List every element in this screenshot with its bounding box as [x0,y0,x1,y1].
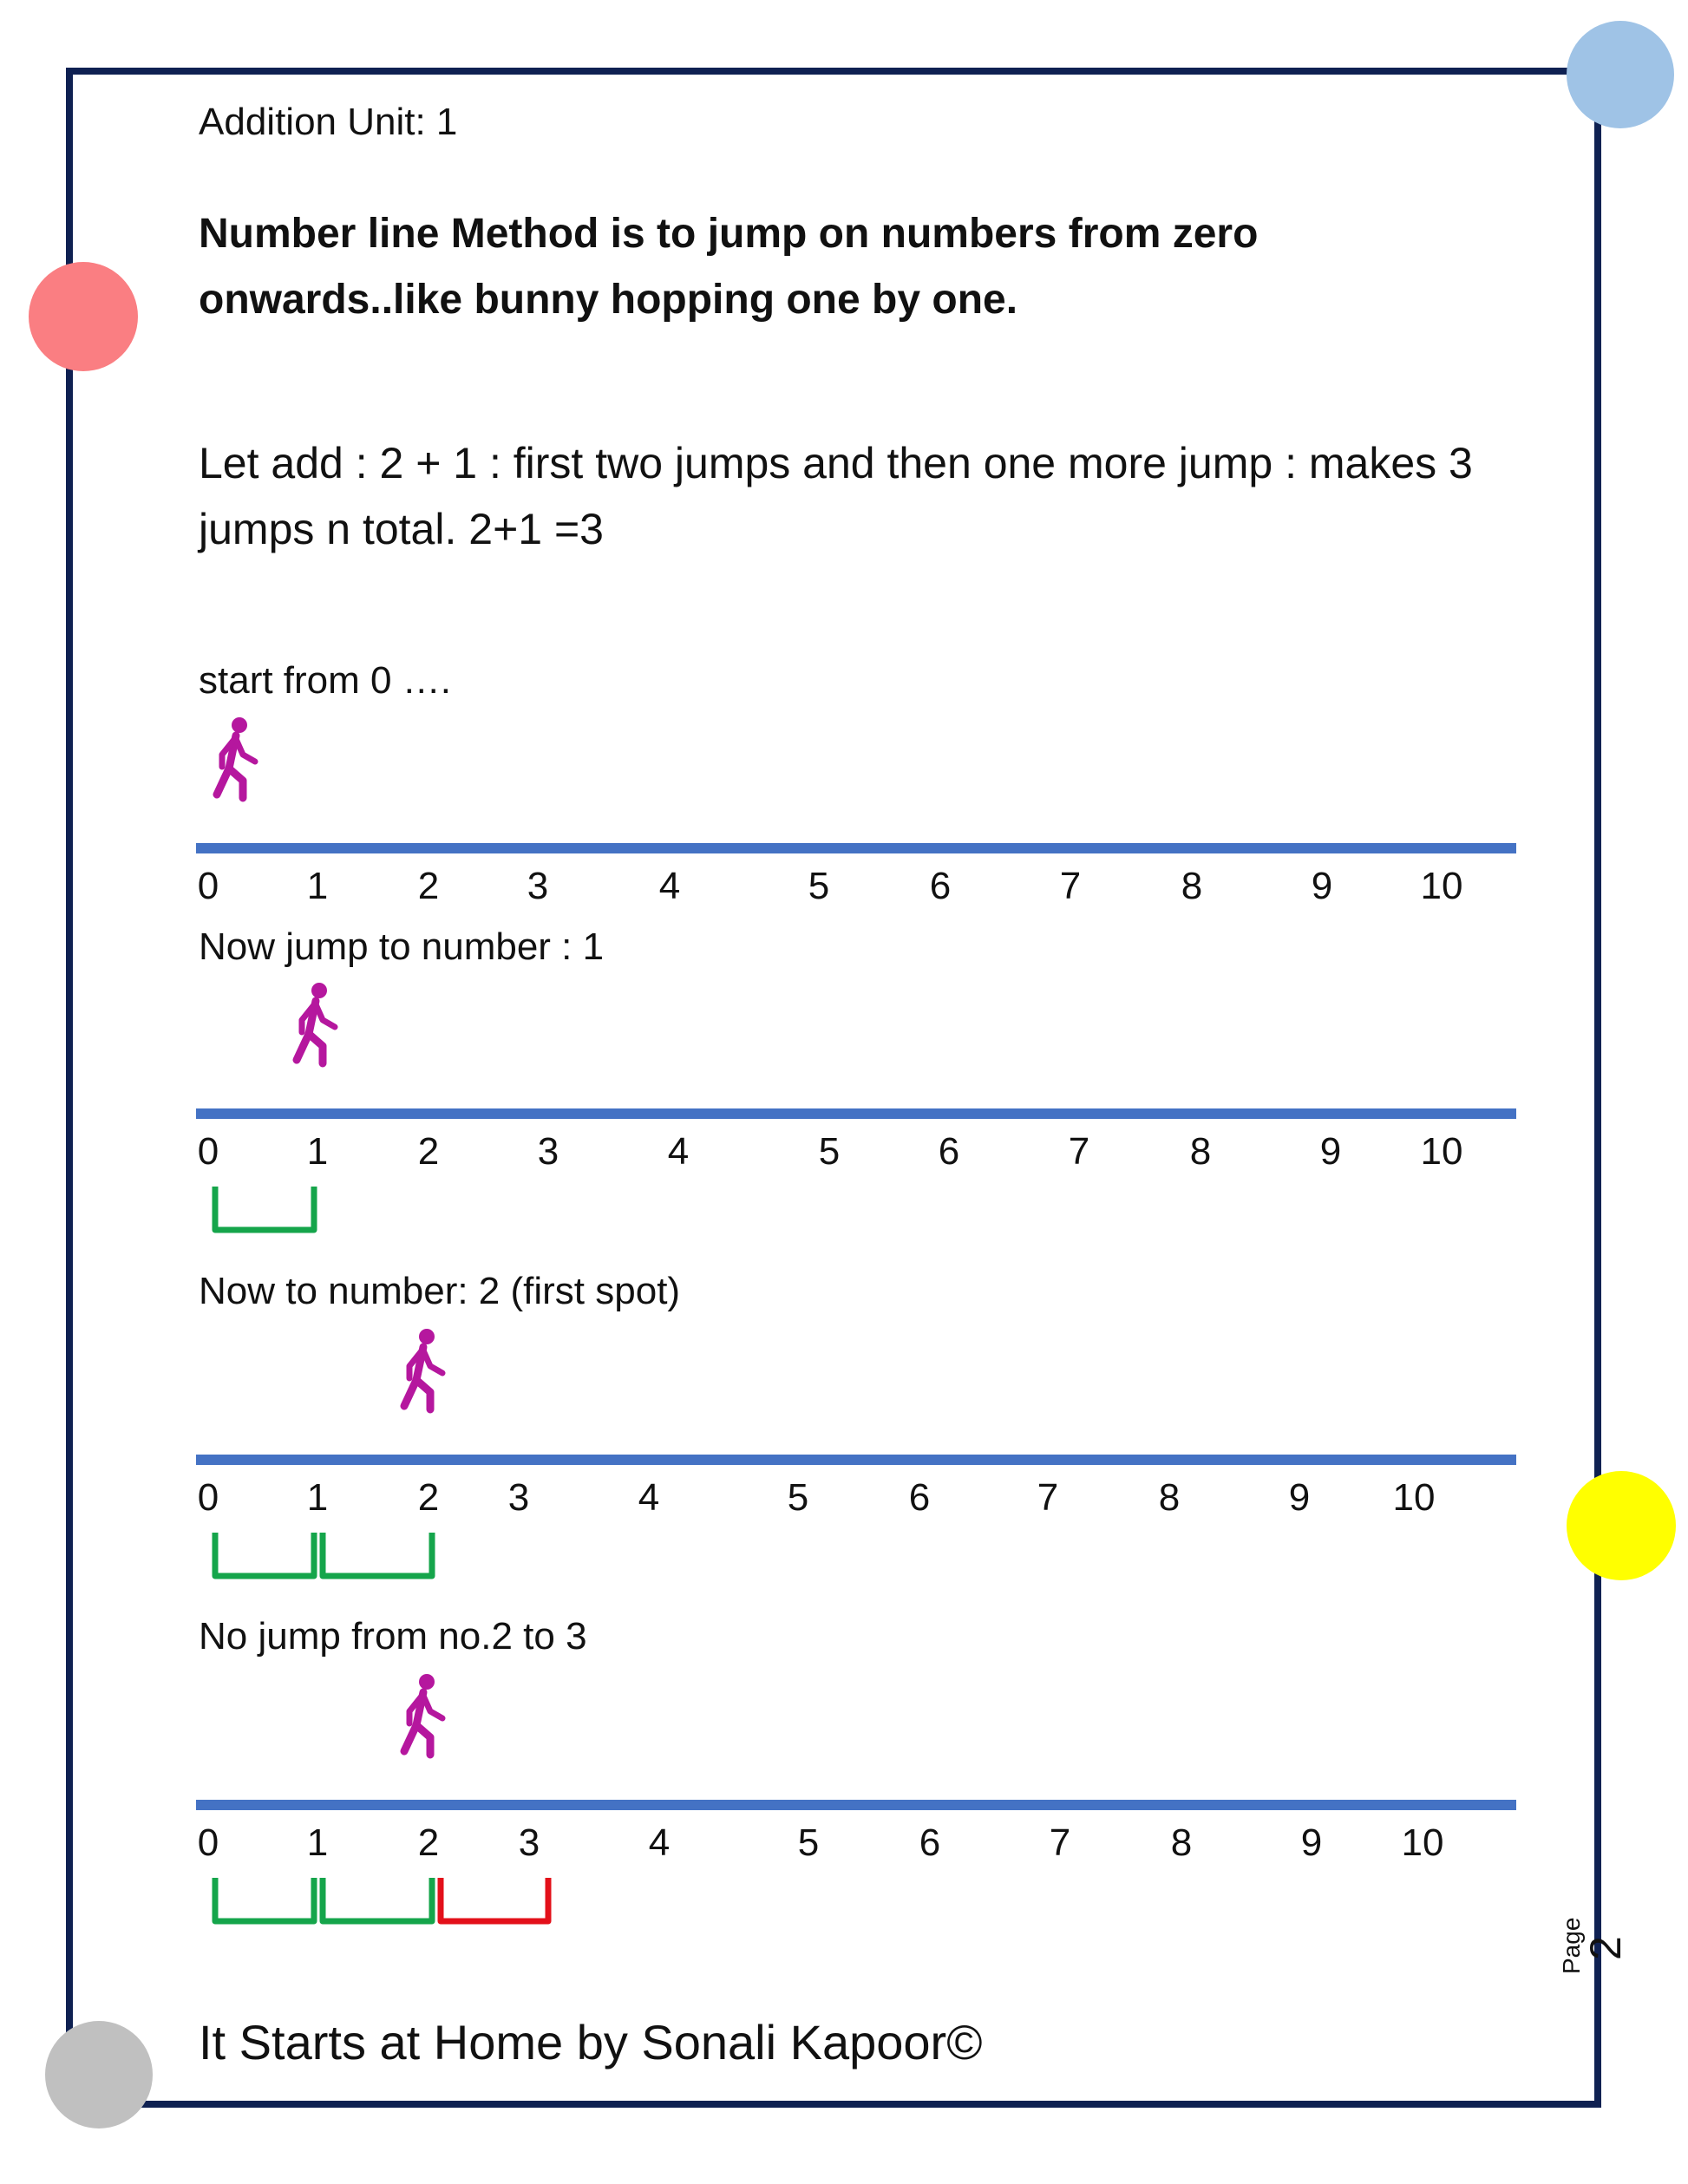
tick-label: 3 [507,1476,530,1519]
tick-label: 10 [1420,1130,1463,1173]
tick-label: 6 [929,865,952,907]
footer-credit: It Starts at Home by Sonali Kapoor© [199,2015,983,2070]
tick-label: 2 [417,1821,440,1864]
page-number [1558,1891,1630,1978]
tick-label: 9 [1319,1130,1342,1173]
tick-label: 6 [919,1821,941,1864]
tick-label: 10 [1401,1821,1444,1864]
unit-label: Addition Unit: 1 [199,101,458,143]
step-caption: Now to number: 2 (first spot) [199,1270,681,1312]
tick-label: 3 [518,1821,540,1864]
tick-label: 7 [1049,1821,1071,1864]
example-text: Let add : 2 + 1 : first two jumps and then one more jump : makes 3 jumps n total. 2+1 =3 [199,439,1473,553]
decor-dot-red [29,262,138,371]
tick-label: 5 [797,1821,820,1864]
tick-label: 0 [197,865,219,907]
tick-label: 8 [1189,1130,1212,1173]
tick-label: 7 [1068,1130,1090,1173]
tick-label: 10 [1420,865,1463,907]
tick-label: 8 [1181,865,1203,907]
page-word: Page [1558,1917,1585,1974]
tick-label: 9 [1288,1476,1311,1519]
tick-label: 2 [417,1130,440,1173]
tick-label: 2 [417,865,440,907]
tick-label: 5 [787,1476,809,1519]
step-caption: start from 0 …. [199,659,451,702]
decor-dot-yellow [1567,1471,1676,1580]
tick-label: 8 [1170,1821,1193,1864]
tick-label: 7 [1037,1476,1059,1519]
tick-label: 1 [306,1821,329,1864]
tick-label: 0 [197,1821,219,1864]
tick-label: 4 [638,1476,660,1519]
tick-label: 4 [667,1130,690,1173]
tick-label: 0 [197,1476,219,1519]
tick-label: 3 [537,1130,559,1173]
tick-label: 7 [1059,865,1082,907]
tick-label: 5 [818,1130,841,1173]
intro-text: Number line Method is to jump on numbers from zero onwards..like bunny hopping one by one. [199,211,1259,323]
tick-label: 5 [808,865,830,907]
tick-label: 4 [648,1821,671,1864]
tick-label: 1 [306,865,329,907]
tick-label: 9 [1300,1821,1323,1864]
tick-label: 6 [908,1476,931,1519]
tick-label: 2 [417,1476,440,1519]
tick-label: 0 [197,1130,219,1173]
decor-dot-blue [1567,21,1674,128]
tick-label: 1 [306,1476,329,1519]
step-caption: Now jump to number : 1 [199,925,605,968]
tick-label: 4 [658,865,681,907]
tick-label: 10 [1392,1476,1436,1519]
tick-label: 9 [1311,865,1333,907]
page-digit: 2 [1581,1936,1630,1960]
page-border [66,68,1601,2108]
tick-label: 8 [1158,1476,1181,1519]
tick-label: 3 [527,865,549,907]
tick-label: 6 [938,1130,960,1173]
tick-label: 1 [306,1130,329,1173]
step-caption: No jump from no.2 to 3 [199,1615,587,1658]
decor-dot-grey [45,2021,153,2128]
